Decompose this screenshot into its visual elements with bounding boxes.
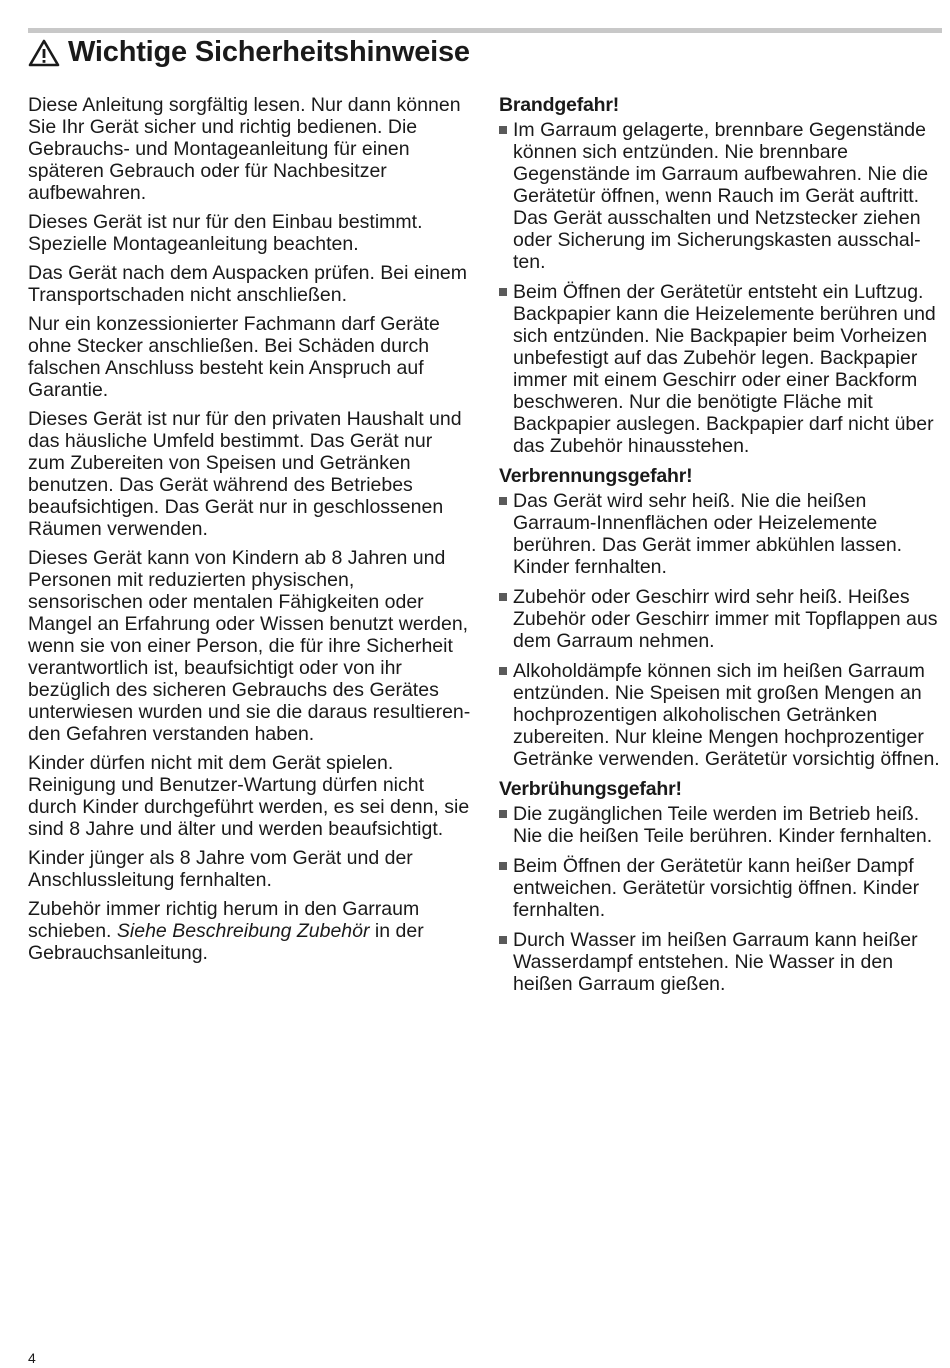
paragraph: Dieses Gerät ist nur für den privaten Haushalt und das häusliche Umfeld bestimmt. Das Gerät nur zum Zubereiten von Speisen und Getränken benutzen. Das Gerät während des Betriebes beaufsichtigen. Das Gerät nur in geschlossenen Räumen verwenden. (28, 408, 462, 540)
list-item-text: Alkoholdämpfe können sich im heißen Garraum entzünden. Nie Speisen mit großen Mengen an hochprozentigen alkoholischen Getränken zubereiten. Nur kleine Mengen hochprozentiger Getränke verwenden. Gerätetür vorsichtig öffnen. (513, 660, 940, 770)
paragraph: Nur ein konzessionierter Fachmann darf Geräte ohne Stecker anschließen. Bei Schäden durch falschen Anschluss besteht kein Anspruch auf Garantie. (28, 313, 440, 401)
page-number: 4 (28, 1350, 36, 1366)
page-title-text: Wichtige Sicherheitshinweise (68, 36, 470, 68)
list-fire (499, 119, 944, 457)
paragraph: Dieses Gerät ist nur für den Einbau bestimmt. Spezielle Montageanleitung beachten. (28, 211, 423, 255)
list-scald (499, 803, 944, 995)
list-item (499, 490, 944, 578)
list-item (499, 929, 944, 995)
list-burn (499, 490, 944, 770)
square-bullet-icon (499, 288, 507, 296)
square-bullet-icon (499, 497, 507, 505)
list-item (499, 855, 944, 921)
section-heading-burn: Verbrennungsgefahr! (499, 465, 693, 487)
square-bullet-icon (499, 862, 507, 870)
cross-reference: Siehe Beschreibung Zubehör (116, 920, 370, 942)
square-bullet-icon (499, 126, 507, 134)
list-item-text: Im Garraum gelagerte, brennbare Gegenstände können sich entzünden. Nie brennbare Gegenstände im Garraum aufbewahren. Nie die Gerätetür öffnen, wenn Rauch im Gerät auftritt. Das Gerät ausschalten und Netzstecker ziehen oder Sicherung im Sicherungskasten ausschalten. (513, 119, 929, 273)
page-title (28, 36, 470, 69)
list-item-text: Die zugänglichen Teile werden im Betrieb heiß. Nie die heißen Teile berühren. Kinder fernhalten. (513, 803, 933, 847)
list-item-text: Das Gerät wird sehr heiß. Nie die heißen Garraum-Innenflächen oder Heizelemente berühren. Das Gerät immer abkühlen lassen. Kinder fernhalten. (513, 490, 903, 578)
top-rule (28, 28, 942, 33)
right-column (499, 94, 944, 1003)
paragraph: Dieses Gerät kann von Kindern ab 8 Jahren und Personen mit reduzierten physischen, sensorischen oder mentalen Fähigkeiten oder Mangel an Erfahrung oder Wissen benutzt werden, wenn sie von einer Person, die für ihre Sicherheit verantwortlich ist, beaufsichtigt oder von ihr bezüglich des sicheren Gebrauchs des Gerätes unterwiesen wurden und sie die daraus resultierenden Gefahren verstanden haben. (28, 547, 471, 745)
list-item (499, 660, 944, 770)
list-item (499, 803, 944, 847)
paragraph: Diese Anleitung sorgfältig lesen. Nur dann können Sie Ihr Gerät sicher und richtig bedienen. Die Gebrauchs- und Montageanleitung für einen späteren Gebrauch oder für Nachbesitzer aufbewahren. (28, 94, 461, 204)
square-bullet-icon (499, 593, 507, 601)
list-item-text: Zubehör oder Geschirr wird sehr heiß. Heißes Zubehör oder Geschirr immer mit Topflappen aus dem Garraum nehmen. (513, 586, 938, 652)
paragraph-accessories (28, 898, 473, 964)
square-bullet-icon (499, 667, 507, 675)
list-item-text: Beim Öffnen der Gerätetür entsteht ein Luftzug. Backpapier kann die Heizelemente berühren und sich entzünden. Nie Backpapier beim Vorheizen unbefestigt auf das Zubehör legen. Backpapier immer mit einem Geschirr oder einer Backform beschweren. Nur die benötigte Fläche mit Backpapier auslegen. Backpapier darf nicht über das Zubehör hinausstehen. (513, 281, 936, 457)
list-item (499, 586, 944, 652)
text-run: in der Gebrauchsanleitung. (28, 920, 424, 964)
list-item (499, 281, 944, 457)
square-bullet-icon (499, 936, 507, 944)
text-run: Zubehör immer richtig herum in den Garraum schieben. (28, 898, 420, 942)
square-bullet-icon (499, 810, 507, 818)
paragraph: Das Gerät nach dem Auspacken prüfen. Bei einem Transportschaden nicht anschließen. (28, 262, 467, 306)
section-heading-fire: Brandgefahr! (499, 94, 620, 116)
list-item (499, 119, 944, 273)
warning-triangle-icon (28, 39, 60, 67)
left-column (28, 94, 473, 971)
paragraph: Kinder jünger als 8 Jahre vom Gerät und der Anschlussleitung fernhalten. (28, 847, 413, 891)
list-item-text: Durch Wasser im heißen Garraum kann heißer Wasserdampf entstehen. Nie Wasser in den heißen Garraum gießen. (513, 929, 918, 995)
paragraph: Kinder dürfen nicht mit dem Gerät spielen. Reinigung und Benutzer-Wartung dürfen nicht durch Kinder durchgeführt werden, es sei denn, sie sind 8 Jahre und älter und werden beaufsichtigt. (28, 752, 470, 840)
list-item-text: Beim Öffnen der Gerätetür kann heißer Dampf entweichen. Gerätetür vorsichtig öffnen. Kinder fernhalten. (513, 855, 920, 921)
section-heading-scald: Verbrühungsgefahr! (499, 778, 682, 800)
